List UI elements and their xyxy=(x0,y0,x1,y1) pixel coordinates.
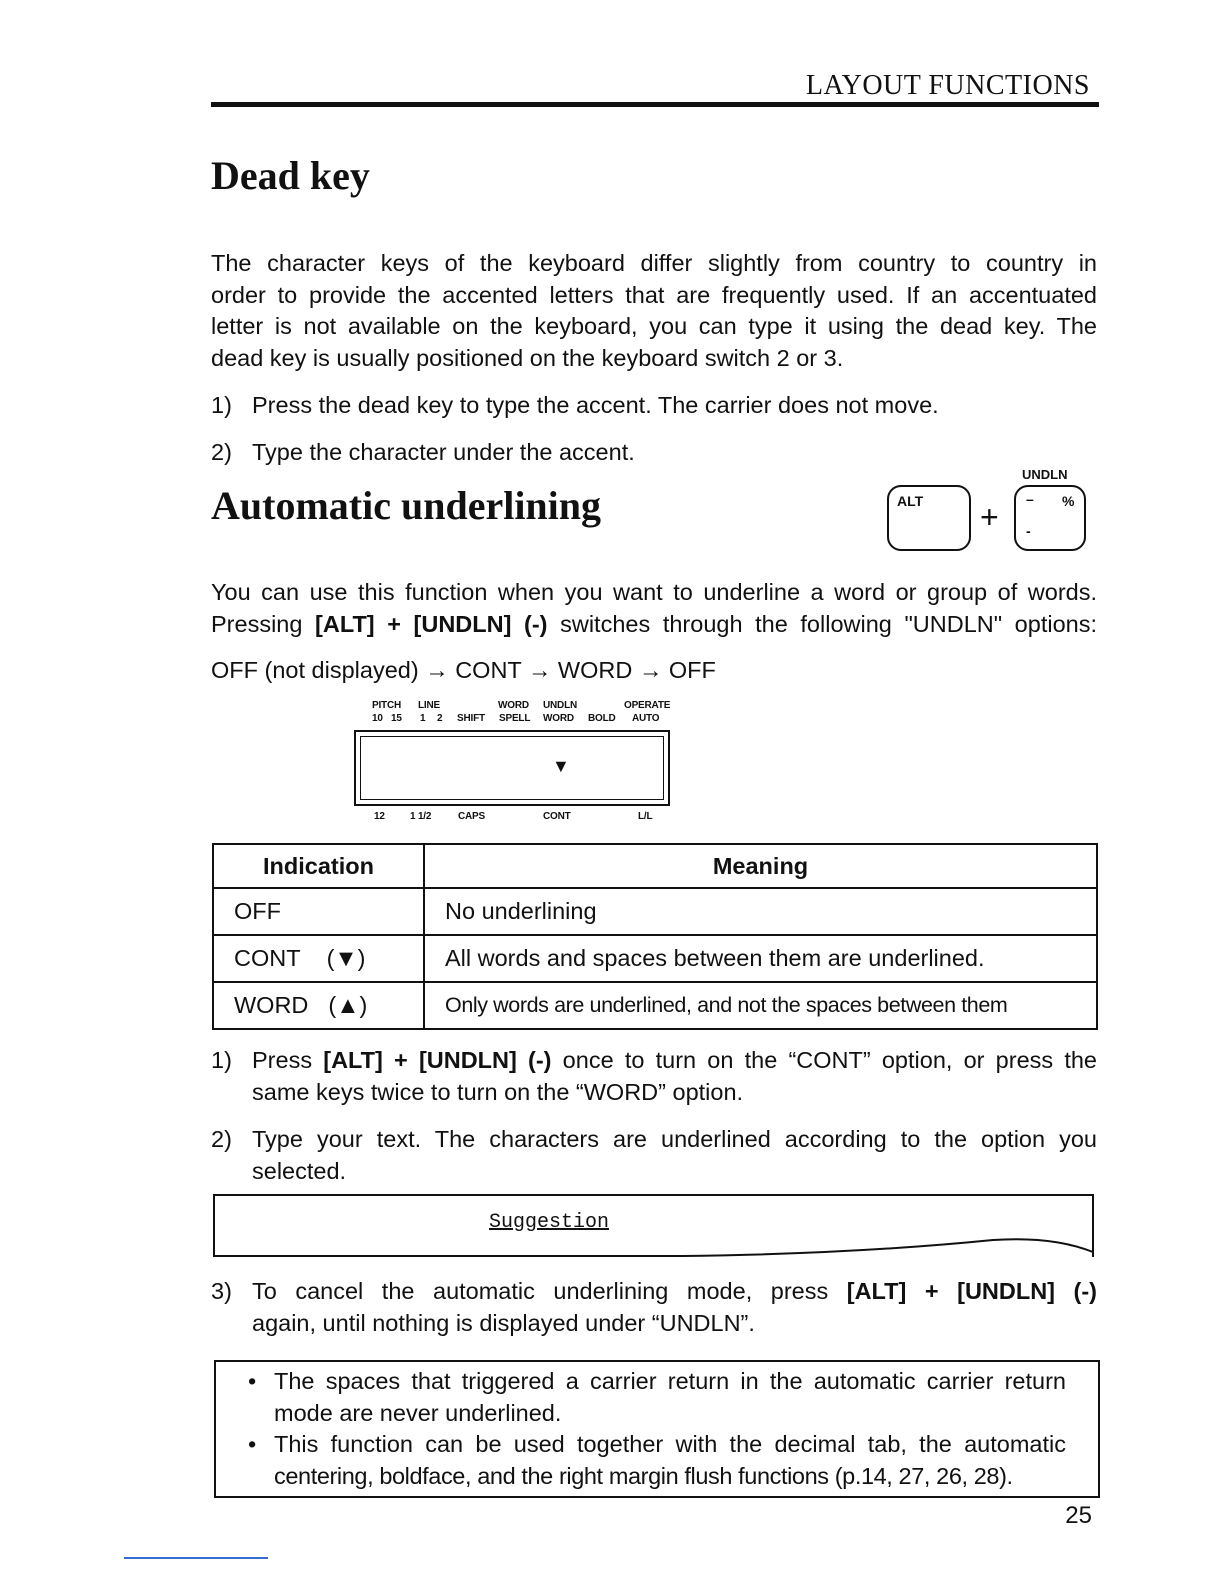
undln-key-hyphen: - xyxy=(1026,523,1031,539)
step-number: 1) xyxy=(211,1047,232,1073)
indication-text: WORD xyxy=(234,992,309,1018)
underline-step-3 xyxy=(211,1276,1097,1340)
intro-line-1: You can use this function when you want to underline a word or group of words. xyxy=(211,579,1097,605)
footer-mark xyxy=(124,1557,268,1559)
lcd-label-word: WORD xyxy=(498,700,529,711)
step-text xyxy=(252,1124,1097,1187)
step-text-part: once to turn on the “CONT” option, or press the xyxy=(551,1047,1098,1073)
lcd-screen xyxy=(360,736,664,800)
auto-underline-intro xyxy=(211,577,1097,640)
lcd-label-cont: CONT xyxy=(543,811,571,822)
note-bullet-icon: • xyxy=(248,1431,257,1457)
indication-text: OFF xyxy=(234,898,281,924)
undln-key-icon xyxy=(1014,485,1086,551)
step-line: Type your text. The characters are underlined according to the option you xyxy=(252,1126,1097,1152)
running-header: LAYOUT FUNCTIONS xyxy=(805,70,1090,101)
table-row xyxy=(213,888,1097,935)
step-line xyxy=(252,1045,1097,1077)
header-rule xyxy=(211,102,1099,107)
step-text xyxy=(252,1045,1097,1108)
note-line: centering, boldface, and the right margin flush functions (p.14, 27, 26, 28). xyxy=(274,1462,1013,1489)
key-sequence: [ALT] + [UNDLN] (-) xyxy=(846,1278,1098,1304)
lcd-label-2: 2 xyxy=(437,713,443,724)
undln-key-dash: – xyxy=(1026,491,1034,507)
paragraph-line: dead key is usually positioned on the keyboard switch 2 or 3. xyxy=(211,344,844,371)
intro-line-2 xyxy=(211,609,1097,641)
lcd-label-ll: L/L xyxy=(638,811,653,822)
step-line: again, until nothing is displayed under “UNDLN”. xyxy=(252,1309,755,1336)
lcd-label-line: LINE xyxy=(418,700,440,711)
note-line: This function can be used together with the decimal tab, the automatic xyxy=(274,1431,1066,1457)
step-text: Type the character under the accent. xyxy=(252,439,635,465)
indication-cell xyxy=(213,982,424,1029)
intro-text: Pressing xyxy=(211,610,316,637)
step-line: selected. xyxy=(252,1157,347,1184)
step-number: 1) xyxy=(211,392,232,418)
note-bullet-icon: • xyxy=(248,1368,257,1394)
step-text-part: To cancel the automatic underlining mode, press xyxy=(252,1278,847,1304)
lcd-indicator-arrow: ▼ xyxy=(552,756,570,776)
indication-cell xyxy=(213,935,424,982)
step-number: 2) xyxy=(211,439,232,465)
lcd-label-15: 15 xyxy=(391,713,402,724)
key-sequence: [ALT] + [UNDLN] (-) xyxy=(315,610,548,637)
step-number: 3) xyxy=(211,1278,232,1304)
note-item xyxy=(274,1366,1066,1429)
note-line: The spaces that triggered a carrier return in the automatic carrier return xyxy=(274,1368,1066,1394)
note-line: mode are never underlined. xyxy=(274,1399,562,1426)
underline-step-1 xyxy=(211,1045,1097,1109)
dead-key-paragraph xyxy=(211,248,1097,374)
column-header: Indication xyxy=(213,844,424,888)
lcd-label-auto: AUTO xyxy=(632,713,660,724)
plus-sign: + xyxy=(980,499,999,535)
key-combination-illustration xyxy=(880,465,1095,560)
option-cycle: OFF (not displayed) → CONT → WORD → OFF xyxy=(211,657,716,683)
lcd-label-1-1-2: 1 1/2 xyxy=(410,811,432,822)
step-text: Press the dead key to type the accent. The carrier does not move. xyxy=(252,392,939,418)
key-sequence: [ALT] + [UNDLN] (-) xyxy=(323,1047,552,1073)
lcd-label-1: 1 xyxy=(420,713,426,724)
dead-key-heading: Dead key xyxy=(211,153,370,198)
undln-key-percent: % xyxy=(1062,493,1075,509)
auto-underline-heading: Automatic underlining xyxy=(211,483,602,528)
paragraph-line: letter is not available on the keyboard, you can type it using the dead key. The xyxy=(211,313,1097,339)
indication-cell xyxy=(213,888,424,935)
lcd-label-shift: SHIFT xyxy=(457,713,485,724)
lcd-label-10: 10 xyxy=(372,713,383,724)
lcd-label-bold: BOLD xyxy=(588,713,616,724)
paper-curl-edge xyxy=(213,1232,1095,1260)
table-row xyxy=(213,982,1097,1029)
dead-key-step-1 xyxy=(211,390,1097,422)
step-number: 2) xyxy=(211,1126,232,1152)
lcd-label-word-2: WORD xyxy=(543,713,574,724)
meaning-cell: All words and spaces between them are underlined. xyxy=(424,935,1097,982)
indication-text: CONT xyxy=(234,945,301,971)
underline-options-table xyxy=(212,843,1098,1030)
alt-key-icon xyxy=(887,485,971,551)
paragraph-line: The character keys of the keyboard differ slightly from country to country in xyxy=(211,250,1097,276)
meaning-cell: Only words are underlined, and not the spaces between them xyxy=(424,982,1097,1029)
lcd-label-caps: CAPS xyxy=(458,811,485,822)
paragraph-line: order to provide the accented letters that are frequently used. If an accentuated xyxy=(211,281,1097,308)
table-row xyxy=(213,935,1097,982)
lcd-label-spell: SPELL xyxy=(499,713,531,724)
suggestion-sample-text: Suggestion xyxy=(489,1211,610,1234)
meaning-cell: No underlining xyxy=(424,888,1097,935)
indicator-symbol: (▲) xyxy=(328,992,368,1018)
step-text-part: Press xyxy=(252,1047,324,1073)
step-text xyxy=(252,1276,1097,1339)
undln-key-caption: UNDLN xyxy=(1022,467,1068,482)
step-line xyxy=(252,1276,1097,1308)
table-header-row xyxy=(213,844,1097,888)
underline-step-2 xyxy=(211,1124,1097,1188)
lcd-label-undln: UNDLN xyxy=(543,700,577,711)
indicator-symbol: (▼) xyxy=(326,945,366,971)
lcd-label-operate: OPERATE xyxy=(624,700,671,711)
page-number: 25 xyxy=(1065,1502,1092,1529)
alt-key-label: ALT xyxy=(897,493,924,509)
lcd-label-pitch: PITCH xyxy=(372,700,402,711)
lcd-label-12: 12 xyxy=(374,811,385,822)
step-line: same keys twice to turn on the “WORD” option. xyxy=(252,1078,744,1105)
intro-text: switches through the following "UNDLN" options: xyxy=(547,610,1097,637)
note-item xyxy=(274,1429,1066,1492)
column-header: Meaning xyxy=(424,844,1097,888)
